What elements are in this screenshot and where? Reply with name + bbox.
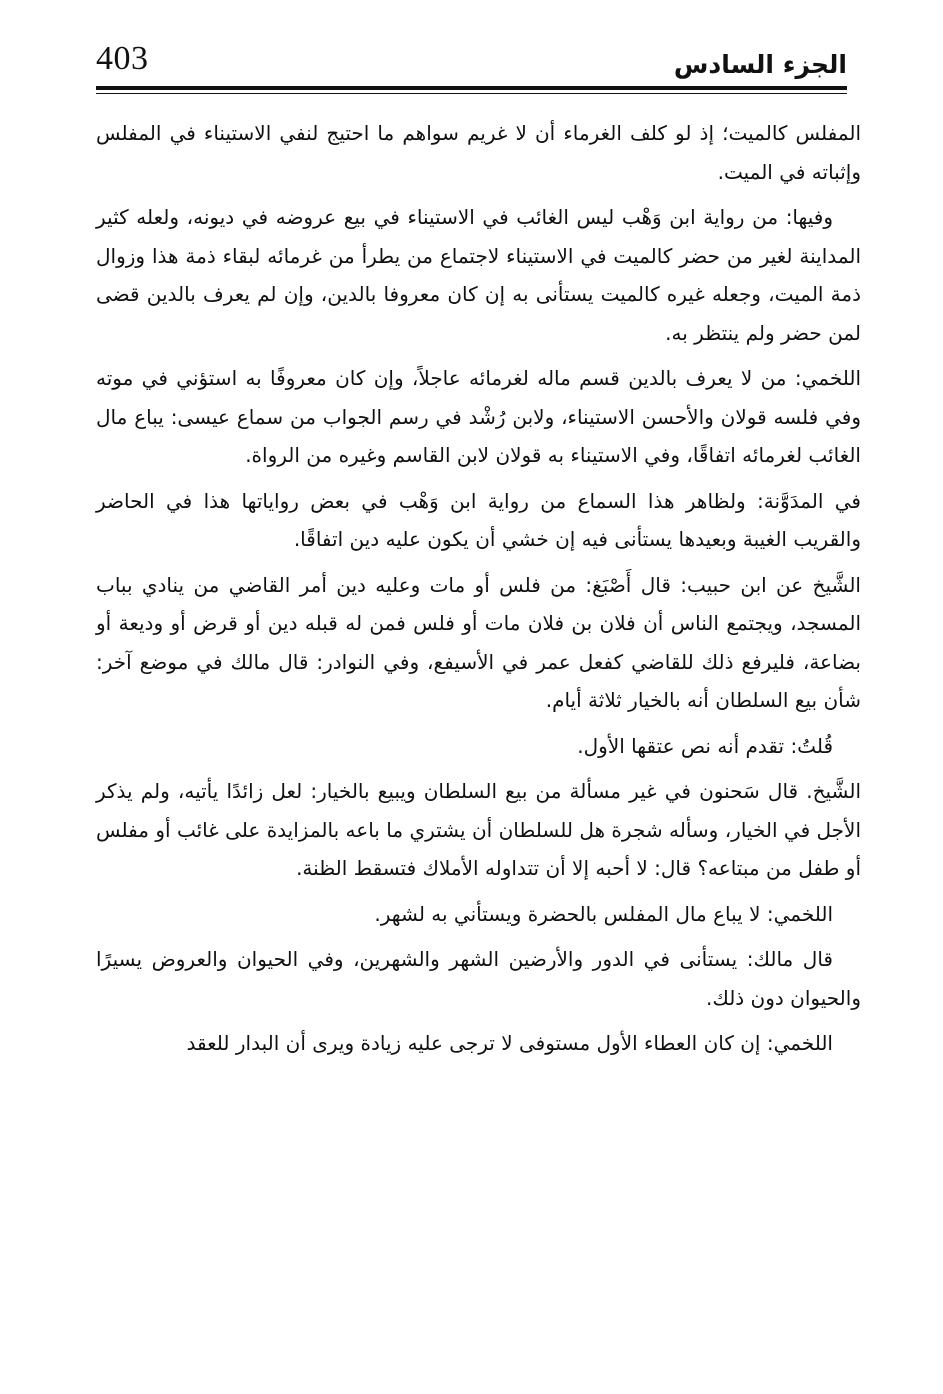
paragraph: اللخمي: إن كان العطاء الأول مستوفى لا ترجى عليه زيادة ويرى أن البدار للعقد — [186, 1031, 833, 1055]
page-header — [96, 36, 847, 86]
paragraph: المفلس كالميت؛ إذ لو كلف الغرماء أن لا غريم سواهم ما احتيج لنفي الاستيناء في المفلس وإثباته في الميت. — [96, 121, 861, 184]
paragraph: الشَّيخ. قال سَحنون في غير مسألة من بيع السلطان ويبيع بالخيار: لعل زائدًا يأتيه، ولم يذكر الأجل في الخيار، وسأله شجرة هل للسلطان أن يشتري ما باعه بالمزايدة على غائب أو مفلس أو طفل من مبتاعه؟ قال: لا أحبه إلا أن تتداوله الأملاك فتسقط الظنة. — [96, 779, 861, 880]
header-rule-thin — [96, 93, 847, 94]
running-title: الجزء السادس — [673, 50, 847, 79]
paragraph: في المدَوَّنة: ولظاهر هذا السماع من رواية ابن وَهْب في بعض رواياتها هذا في الحاضر والقريب الغيبة وبعيدها يستأنى فيه إن خشي أن يكون عليه دين اتفاقًا. — [96, 488, 861, 551]
paragraph: اللخمي: لا يباع مال المفلس بالحضرة ويستأني به لشهر. — [374, 901, 833, 926]
paragraph: قُلتُ: تقدم أنه نص عتقها الأول. — [577, 733, 833, 758]
page-number: 403 — [96, 40, 149, 77]
paragraph: قال مالك: يستأنى في الدور والأرضين الشهر والشهرين، وفي الحيوان والعروض يسيرًا والحيوان دون ذلك. — [96, 947, 861, 1010]
paragraph: وفيها: من رواية ابن وَهْب ليس الغائب في الاستيناء في بيع عروضه في ديونه، ولعله كثير المداينة لغير من حضر كالميت في الاستيناء لاجتماع من يطرأ من غرمائه لبقاء ذمة هذا وزوال ذمة الميت، وجعله غيره كالميت يستأنى به إن كان معروفا بالدين، وإن لم يعرف بالدين قضى لمن حضر ولم ينتظر به. — [96, 205, 861, 345]
paragraph: الشَّيخ عن ابن حبيب: قال أَصْبَغ: من فلس أو مات وعليه دين أمر القاضي من ينادي بباب المسجد، ويجتمع الناس أن فلان بن فلان مات أو فلس فمن له قبله دين أو قرض أو وديعة أو بضاعة، فليرفع ذلك للقاضي كفعل عمر في الأسيفع، وفي النوادر: قال مالك في موضع آخر: شأن بيع السلطان أنه بالخيار ثلاثة أيام. — [96, 572, 861, 712]
paragraph: اللخمي: من لا يعرف بالدين قسم ماله لغرمائه عاجلاً، وإن كان معروفًا به استؤني في موته وفي فلسه قولان والأحسن الاستيناء، ولابن رُشْد في رسم الجواب من سماع عيسى: يباع مال الغائب لغرمائه اتفاقًا، وفي الاستيناء به قولان لابن القاسم وغيره من الرواة. — [96, 366, 861, 467]
body-text — [96, 114, 861, 1070]
header-rule-thick — [96, 86, 847, 90]
